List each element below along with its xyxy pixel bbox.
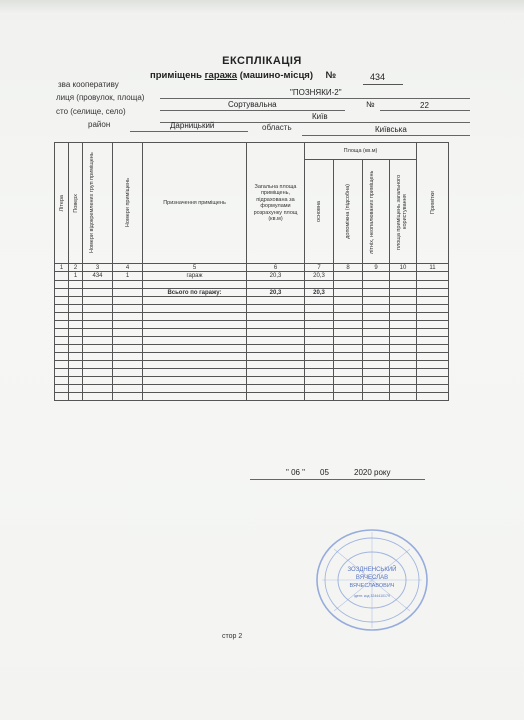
header-letter: Літера <box>55 143 69 264</box>
house-line <box>380 110 470 111</box>
svg-text:ВЯЧЕСЛАВ: ВЯЧЕСЛАВ <box>355 575 389 581</box>
col-num: 4 <box>113 264 143 272</box>
col-num: 3 <box>83 264 113 272</box>
cell-letter <box>55 272 69 281</box>
region-value: Київська <box>375 125 407 134</box>
street-value: Сортувальна <box>228 100 277 109</box>
header-group-no: Номери відокремлених груп приміщень <box>83 143 113 264</box>
city-label: сто (селище, село) <box>56 107 126 116</box>
col-num: 6 <box>247 264 305 272</box>
cell-total-area: 20,3 <box>247 272 305 281</box>
cell-empty <box>363 272 390 281</box>
table-row <box>55 272 449 281</box>
col-num: 9 <box>363 264 390 272</box>
house-no-sign: № <box>366 100 375 109</box>
document-subtitle <box>150 70 336 81</box>
coop-value: "ПОЗНЯКИ-2" <box>290 88 342 97</box>
number-sign: № <box>325 70 337 81</box>
date-month: 05 <box>320 468 329 477</box>
cell-main: 20,3 <box>305 272 334 281</box>
coop-label: зва кооперативу <box>58 80 119 89</box>
total-main: 20,3 <box>305 289 334 297</box>
street-line <box>160 110 345 111</box>
svg-text:ідент. код 3244410179: ідент. код 3244410179 <box>354 594 390 598</box>
date-line <box>250 479 425 480</box>
header-total-area: Загальна площа приміщень, підрахована за формулами розрахунку площ (кв.м) <box>247 143 305 264</box>
total-row <box>55 289 449 297</box>
svg-text:ВЯЧЕСЛАВОВИЧ: ВЯЧЕСЛАВОВИЧ <box>349 583 395 589</box>
header-notes: Примітки <box>417 143 449 264</box>
cell-purpose: гараж <box>143 272 247 281</box>
subtitle-suffix: (машино-місця) <box>239 70 313 81</box>
subtitle-word: гаража <box>204 70 238 81</box>
district-line <box>130 131 248 132</box>
header-floor: Поверх <box>69 143 83 264</box>
header-room-no: Номери приміщень <box>113 143 143 264</box>
document-title: ЕКСПЛІКАЦІЯ <box>222 55 302 67</box>
district-value: Дарницький <box>170 121 215 130</box>
svg-text:ЗОЗДНЕНСЬКИЙ: ЗОЗДНЕНСЬКИЙ <box>347 567 397 573</box>
col-num: 2 <box>69 264 83 272</box>
cell-empty <box>390 272 417 281</box>
scan-edge <box>0 0 524 14</box>
region-label: область <box>262 123 292 132</box>
header-purpose: Призначення приміщень <box>143 143 247 264</box>
district-label: район <box>88 120 111 129</box>
house-number: 22 <box>420 101 429 110</box>
cell-floor: 1 <box>69 272 83 281</box>
stamp-svg <box>314 527 430 633</box>
city-value: Київ <box>312 112 328 121</box>
col-num: 10 <box>390 264 417 272</box>
col-num: 11 <box>417 264 449 272</box>
explication-table <box>54 142 449 401</box>
coop-line <box>160 98 470 99</box>
cell-empty <box>334 272 363 281</box>
garage-number: 434 <box>370 72 386 82</box>
garage-number-line <box>363 84 403 85</box>
subtitle-prefix: приміщень <box>150 70 202 81</box>
header-summer: літніх, неопалюваних приміщень <box>363 160 390 264</box>
table-row <box>55 281 449 289</box>
date-day: " 06 " <box>286 468 306 477</box>
official-stamp <box>314 527 430 633</box>
header-common: площа приміщень загального користування <box>390 160 417 264</box>
date-year: 2020 року <box>354 468 391 477</box>
col-num: 8 <box>334 264 363 272</box>
col-num: 7 <box>305 264 334 272</box>
street-label: лиця (провулок, площа) <box>56 93 145 102</box>
cell-room-no: 1 <box>113 272 143 281</box>
column-number-row <box>55 264 449 272</box>
total-label: Всього по гаражу: <box>143 289 247 297</box>
header-area-group: Площа (кв.м) <box>305 143 417 160</box>
cell-group-no: 434 <box>83 272 113 281</box>
col-num: 5 <box>143 264 247 272</box>
total-area: 20,3 <box>247 289 305 297</box>
header-aux: допоміжна (підсобна) <box>334 160 363 264</box>
page-label: стор 2 <box>222 633 243 640</box>
cell-empty <box>417 272 449 281</box>
col-num: 1 <box>55 264 69 272</box>
header-main: основна <box>305 160 334 264</box>
region-line <box>302 135 470 136</box>
